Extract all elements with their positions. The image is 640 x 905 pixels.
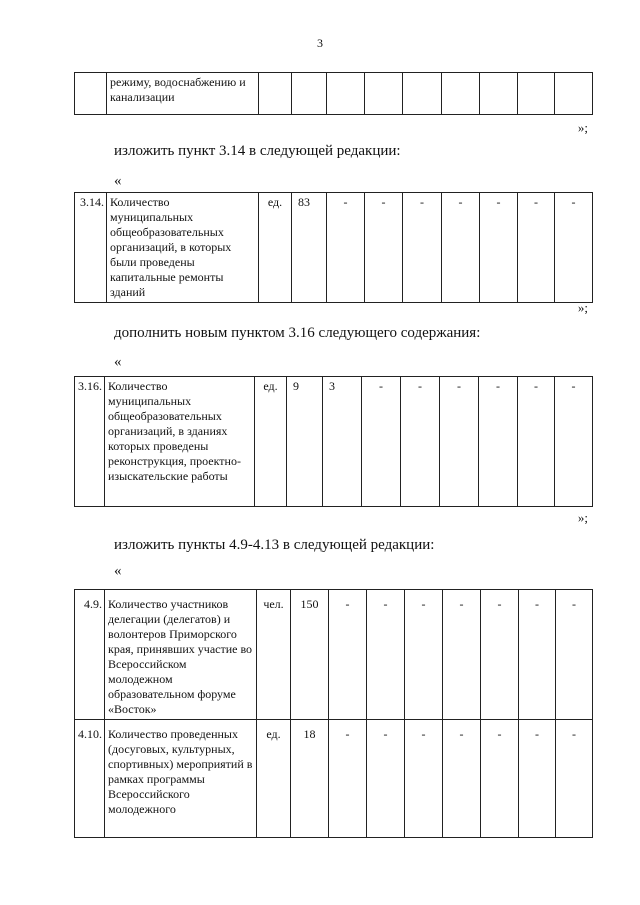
table-top [74, 72, 593, 115]
row-cell [365, 73, 403, 115]
row-desc: Количество муниципальных общеобразовательных организаций, в которых были проведены капитальные ремонты зданий [107, 193, 259, 303]
section-heading: изложить пункт 3.14 в следующей редакции: [114, 143, 401, 159]
table-314 [74, 192, 593, 303]
row-num [75, 73, 107, 115]
row-cell: - [555, 193, 593, 303]
row-cell: - [479, 377, 518, 507]
row-cell: - [519, 720, 556, 838]
row-value: 83 [292, 193, 327, 303]
row-cell: - [556, 590, 593, 720]
row-desc: Количество проведенных (досуговых, культурных, спортивных) мероприятий в рамках программы Всероссийского молодежного [105, 720, 257, 838]
row-cell: - [480, 193, 518, 303]
row-cell: - [329, 590, 367, 720]
row-value: 18 [291, 720, 329, 838]
row-desc: режиму, водоснабжению и канализации [107, 73, 259, 115]
row-cell [518, 73, 555, 115]
closing-quote: »; [577, 300, 588, 315]
row-cell: - [555, 377, 593, 507]
row-unit: ед. [259, 193, 292, 303]
row-num: 3.16. [75, 377, 105, 507]
row-cell: 3 [323, 377, 362, 507]
row-value [292, 73, 327, 115]
section-heading: дополнить новым пунктом 3.16 следующего содержания: [114, 325, 481, 341]
table-row [75, 73, 593, 115]
row-cell: - [367, 590, 405, 720]
row-cell: - [401, 377, 440, 507]
row-cell: - [405, 720, 443, 838]
row-cell: - [405, 590, 443, 720]
row-cell [327, 73, 365, 115]
row-cell: - [365, 193, 403, 303]
row-desc: Количество муниципальных общеобразовательных организаций, в зданиях которых проведены реконструкция, проектно-изыскательские работы [105, 377, 255, 507]
page-number: 3 [317, 36, 323, 50]
opening-quote: « [114, 173, 122, 189]
row-desc: Количество участников делегации (делегатов) и волонтеров Приморского края, принявших участие во Всероссийском молодежном образовательном форуме «Восток» [105, 590, 257, 720]
row-cell: - [327, 193, 365, 303]
row-num: 4.10. [75, 720, 105, 838]
row-cell: - [362, 377, 401, 507]
row-cell [480, 73, 518, 115]
row-cell: - [443, 720, 481, 838]
table-row [75, 377, 593, 507]
row-cell: - [367, 720, 405, 838]
row-cell [555, 73, 593, 115]
table-316 [74, 376, 593, 507]
closing-quote: »; [577, 120, 588, 135]
row-value: 9 [287, 377, 323, 507]
row-cell: - [518, 193, 555, 303]
row-cell [442, 73, 480, 115]
row-cell: - [442, 193, 480, 303]
row-cell [403, 73, 442, 115]
row-cell: - [443, 590, 481, 720]
row-cell: - [481, 720, 519, 838]
row-unit: чел. [257, 590, 291, 720]
row-cell: - [329, 720, 367, 838]
row-cell: - [403, 193, 442, 303]
opening-quote: « [114, 563, 122, 579]
row-num: 4.9. [75, 590, 105, 720]
row-cell: - [518, 377, 555, 507]
section-heading: изложить пункты 4.9-4.13 в следующей редакции: [114, 537, 435, 553]
opening-quote: « [114, 354, 122, 370]
row-cell: - [440, 377, 479, 507]
row-cell: - [519, 590, 556, 720]
row-unit: ед. [257, 720, 291, 838]
table-49 [74, 589, 593, 838]
closing-quote: »; [577, 510, 588, 525]
table-row [75, 720, 593, 838]
row-value: 150 [291, 590, 329, 720]
row-cell: - [556, 720, 593, 838]
row-unit: ед. [255, 377, 287, 507]
table-row [75, 193, 593, 303]
table-row [75, 590, 593, 720]
row-cell: - [481, 590, 519, 720]
row-unit [259, 73, 292, 115]
row-num: 3.14. [75, 193, 107, 303]
